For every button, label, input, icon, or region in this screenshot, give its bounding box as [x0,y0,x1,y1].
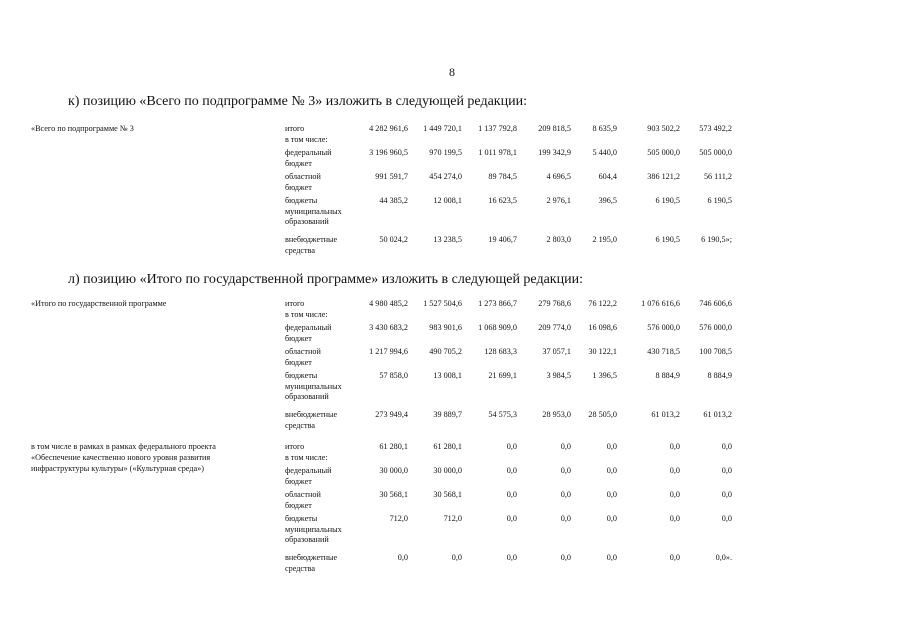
amount-cell: 3 430 683,2 [369,323,408,332]
amount-cell: 28 505,0 [588,410,617,419]
amount-cell: 89 784,5 [488,172,517,181]
amount-cell: 61 280,1 [433,442,462,451]
group-label: в том числе в рамках в рамках федерального проекта «Обеспечение качественно нового уровня развития инфраструктуры культуры» («Культурная среда») [31,442,216,473]
amount-cell: 128 683,3 [484,347,517,356]
amount-cell: 30 000,0 [379,466,408,475]
amount-cell: 6 190,5 [655,196,680,205]
amount-cell: 1 011 978,1 [478,148,517,157]
amount-cell: 57 858,0 [379,371,408,380]
amount-cell: 54 575,3 [488,410,517,419]
funding-source-label: областной бюджет [285,490,321,510]
table-row [0,235,905,265]
amount-cell: 61 280,1 [379,442,408,451]
table-row [0,553,905,583]
amount-cell: 21 699,1 [488,371,517,380]
amount-cell: 6 190,5 [655,235,680,244]
amount-cell: 0,0 [506,514,517,523]
amount-cell: 0,0 [560,514,571,523]
page-number: 8 [449,65,455,79]
amount-cell: 0,0 [560,490,571,499]
funding-source-label: федеральный бюджет [285,148,332,168]
amount-cell: 0,0 [669,514,680,523]
amount-cell: 30 568,1 [433,490,462,499]
amount-cell: 2 803,0 [546,235,571,244]
amount-cell: 430 718,5 [647,347,680,356]
amount-cell: 0,0 [506,490,517,499]
amount-cell: 37 057,1 [542,347,571,356]
amount-cell: 970 199,5 [429,148,462,157]
amount-cell: 712,0 [389,514,408,523]
funding-source-label: областной бюджет [285,347,321,367]
amount-cell: 39 889,7 [433,410,462,419]
amount-cell: 0,0 [606,553,617,562]
funding-source-label: внебюджетные средства [285,235,338,255]
amount-cell: 3 984,5 [546,371,571,380]
amount-cell: 0,0 [606,466,617,475]
amount-cell: 61 013,2 [703,410,732,419]
group-label: «Всего по подпрограмме № 3 [31,124,134,133]
amount-cell: 19 406,7 [488,235,517,244]
amount-cell: 576 000,0 [647,323,680,332]
table-row [0,514,905,544]
amount-cell: 903 502,2 [647,124,680,133]
amount-cell: 6 190,5 [707,196,732,205]
amount-cell: 4 980 485,2 [369,299,408,308]
amount-cell: 2 976,1 [546,196,571,205]
amount-cell: 8 884,9 [655,371,680,380]
amount-cell: 386 121,2 [647,172,680,181]
funding-source-label: федеральный бюджет [285,323,332,343]
amount-cell: 573 492,2 [699,124,732,133]
amount-cell: 16 623,5 [488,196,517,205]
amount-cell: 4 696,5 [546,172,571,181]
amount-cell: 12 008,1 [433,196,462,205]
amount-cell: 13 008,1 [433,371,462,380]
table-row [0,410,905,440]
amount-cell: 396,5 [598,196,617,205]
section-heading-k: к) позицию «Всего по подпрограмме № 3» изложить в следующей редакции: [68,94,527,109]
amount-cell: 2 195,0 [592,235,617,244]
amount-cell: 8 884,9 [707,371,732,380]
amount-cell: 0,0 [669,466,680,475]
amount-cell: 1 527 504,6 [423,299,462,308]
amount-cell: 76 122,2 [588,299,617,308]
amount-cell: 44 385,2 [379,196,408,205]
amount-cell: 1 217 994,6 [369,347,408,356]
amount-cell: 273 949,4 [375,410,408,419]
amount-cell: 746 606,6 [699,299,732,308]
amount-cell: 0,0 [506,466,517,475]
amount-cell: 454 274,0 [429,172,462,181]
amount-cell: 100 708,5 [699,347,732,356]
amount-cell: 0,0 [506,442,517,451]
amount-cell: 1 068 909,0 [478,323,517,332]
amount-cell: 0,0 [606,442,617,451]
section-heading-l: л) позицию «Итого по государственной программе» изложить в следующей редакции: [68,272,583,287]
amount-cell: 13 238,5 [433,235,462,244]
amount-cell: 0,0 [560,553,571,562]
amount-cell: 991 591,7 [375,172,408,181]
amount-cell: 1 137 792,8 [478,124,517,133]
amount-cell: 279 768,6 [538,299,571,308]
amount-cell: 0,0 [721,442,732,451]
amount-cell: 0,0 [606,514,617,523]
amount-cell: 4 282 961,6 [369,124,408,133]
amount-cell: 209 818,5 [538,124,571,133]
amount-cell: 30 000,0 [433,466,462,475]
amount-cell: 0,0 [669,442,680,451]
amount-cell: 0,0 [721,466,732,475]
amount-cell: 712,0 [443,514,462,523]
funding-source-label: бюджеты муниципальных образований [285,514,342,545]
funding-source-label: федеральный бюджет [285,466,332,486]
funding-source-label: внебюджетные средства [285,553,338,573]
amount-cell: 30 568,1 [379,490,408,499]
amount-cell: 0,0 [606,490,617,499]
amount-cell: 0,0». [715,553,732,562]
amount-cell: 0,0 [721,514,732,523]
funding-source-label: итого в том числе: [285,442,328,462]
amount-cell: 983 901,6 [429,323,462,332]
amount-cell: 28 953,0 [542,410,571,419]
amount-cell: 0,0 [506,553,517,562]
amount-cell: 0,0 [721,490,732,499]
amount-cell: 1 396,5 [592,371,617,380]
amount-cell: 5 440,0 [592,148,617,157]
amount-cell: 505 000,0 [647,148,680,157]
amount-cell: 30 122,1 [588,347,617,356]
amount-cell: 61 013,2 [651,410,680,419]
table-row [0,196,905,226]
amount-cell: 576 000,0 [699,323,732,332]
amount-cell: 3 196 960,5 [369,148,408,157]
amount-cell: 56 111,2 [703,172,732,181]
amount-cell: 0,0 [669,490,680,499]
amount-cell: 0,0 [560,442,571,451]
amount-cell: 1 076 616,6 [641,299,680,308]
amount-cell: 0,0 [560,466,571,475]
funding-source-label: областной бюджет [285,172,321,192]
amount-cell: 199 342,9 [538,148,571,157]
amount-cell: 0,0 [451,553,462,562]
funding-source-label: бюджеты муниципальных образований [285,371,342,402]
amount-cell: 209 774,0 [538,323,571,332]
group-label: «Итого по государственной программе [31,299,167,308]
funding-source-label: итого в том числе: [285,124,328,144]
funding-source-label: бюджеты муниципальных образований [285,196,342,227]
amount-cell: 0,0 [397,553,408,562]
amount-cell: 604,4 [598,172,617,181]
amount-cell: 50 024,2 [379,235,408,244]
amount-cell: 1 449 720,1 [423,124,462,133]
amount-cell: 6 190,5»; [701,235,732,244]
funding-source-label: внебюджетные средства [285,410,338,430]
amount-cell: 490 705,2 [429,347,462,356]
amount-cell: 1 273 866,7 [478,299,517,308]
amount-cell: 8 635,9 [592,124,617,133]
amount-cell: 16 098,6 [588,323,617,332]
funding-source-label: итого в том числе: [285,299,328,319]
table-row [0,371,905,401]
amount-cell: 505 000,0 [699,148,732,157]
amount-cell: 0,0 [669,553,680,562]
